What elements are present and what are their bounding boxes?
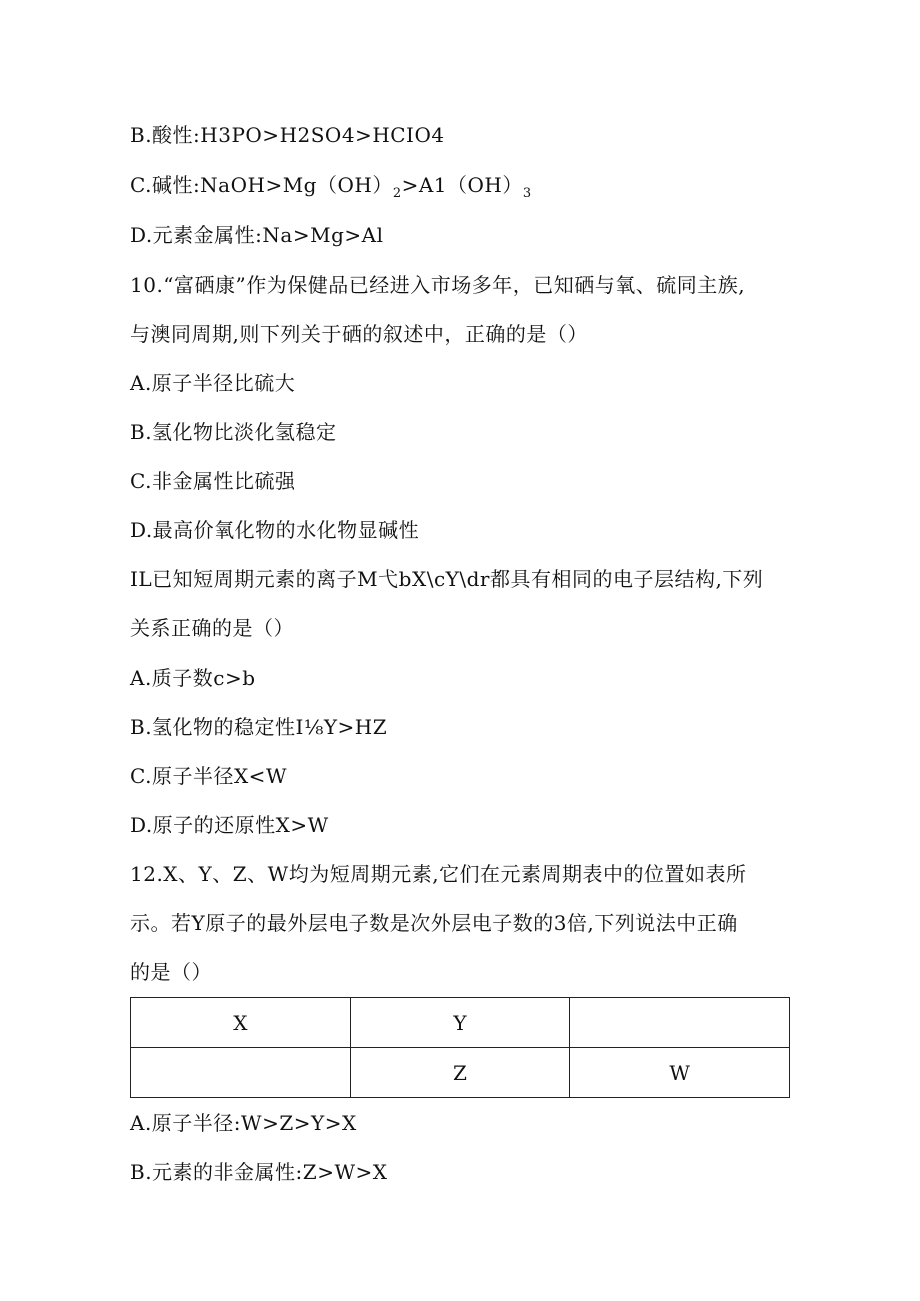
basicity-text-2: >A1（OH）	[401, 173, 523, 197]
q10-option-d: D.最高价氧化物的水化物显碱性	[130, 518, 420, 542]
table-cell: Z	[350, 1048, 570, 1098]
question-10-line-1: 10.“富硒康”作为保健品已经进入市场多年，已知硒与氧、硫同主族,	[130, 273, 746, 297]
question-12-line-3: 的是（）	[130, 960, 212, 984]
option-c-basicity	[130, 171, 532, 199]
q10-option-a: A.原子半径比硫大	[130, 371, 296, 395]
question-12-line-2: 示。若Y原子的最外层电子数是次外层电子数的3倍,下列说法中正确	[130, 911, 738, 935]
table-cell: W	[570, 1048, 790, 1098]
table-cell: X	[131, 998, 351, 1048]
q11-option-a: A.质子数c>b	[130, 666, 256, 690]
question-11-line-2: 关系正确的是（）	[130, 616, 294, 640]
table-cell: Y	[350, 998, 570, 1048]
table-cell	[131, 1048, 351, 1098]
table-row	[131, 998, 790, 1048]
question-12-line-1: 12.X、Y、Z、W均为短周期元素,它们在元素周期表中的位置如表所	[130, 862, 747, 886]
table-cell	[570, 998, 790, 1048]
q12-option-b: B.元素的非金属性:Z>W>X	[130, 1160, 388, 1184]
option-b-acidity: B.酸性:H3PO>H2SO4>HCIO4	[130, 123, 445, 147]
subscript-2: 2	[392, 186, 402, 201]
q11-option-d: D.原子的还原性X>W	[130, 813, 329, 837]
q10-option-c: C.非金属性比硫强	[130, 469, 296, 493]
question-11-line-1: IL已知短周期元素的离子M弋bX\cY\dr都具有相同的电子层结构,下列	[130, 567, 764, 591]
periodic-position-table	[130, 997, 790, 1098]
basicity-text-1: C.碱性:NaOH>Mg（OH）	[130, 173, 393, 197]
table-row	[131, 1048, 790, 1098]
subscript-3: 3	[522, 186, 532, 201]
q12-option-a: A.原子半径:W>Z>Y>X	[130, 1111, 357, 1135]
q11-option-b: B.氢化物的稳定性I⅛Y>HZ	[130, 715, 388, 739]
option-d-metallicity: D.元素金属性:Na>Mg>Al	[130, 223, 384, 247]
question-10-line-2: 与澳同周期,则下列关于硒的叙述中，正确的是（）	[130, 322, 588, 346]
q11-option-c: C.原子半径X<W	[130, 764, 287, 788]
q10-option-b: B.氢化物比淡化氢稳定	[130, 420, 337, 444]
